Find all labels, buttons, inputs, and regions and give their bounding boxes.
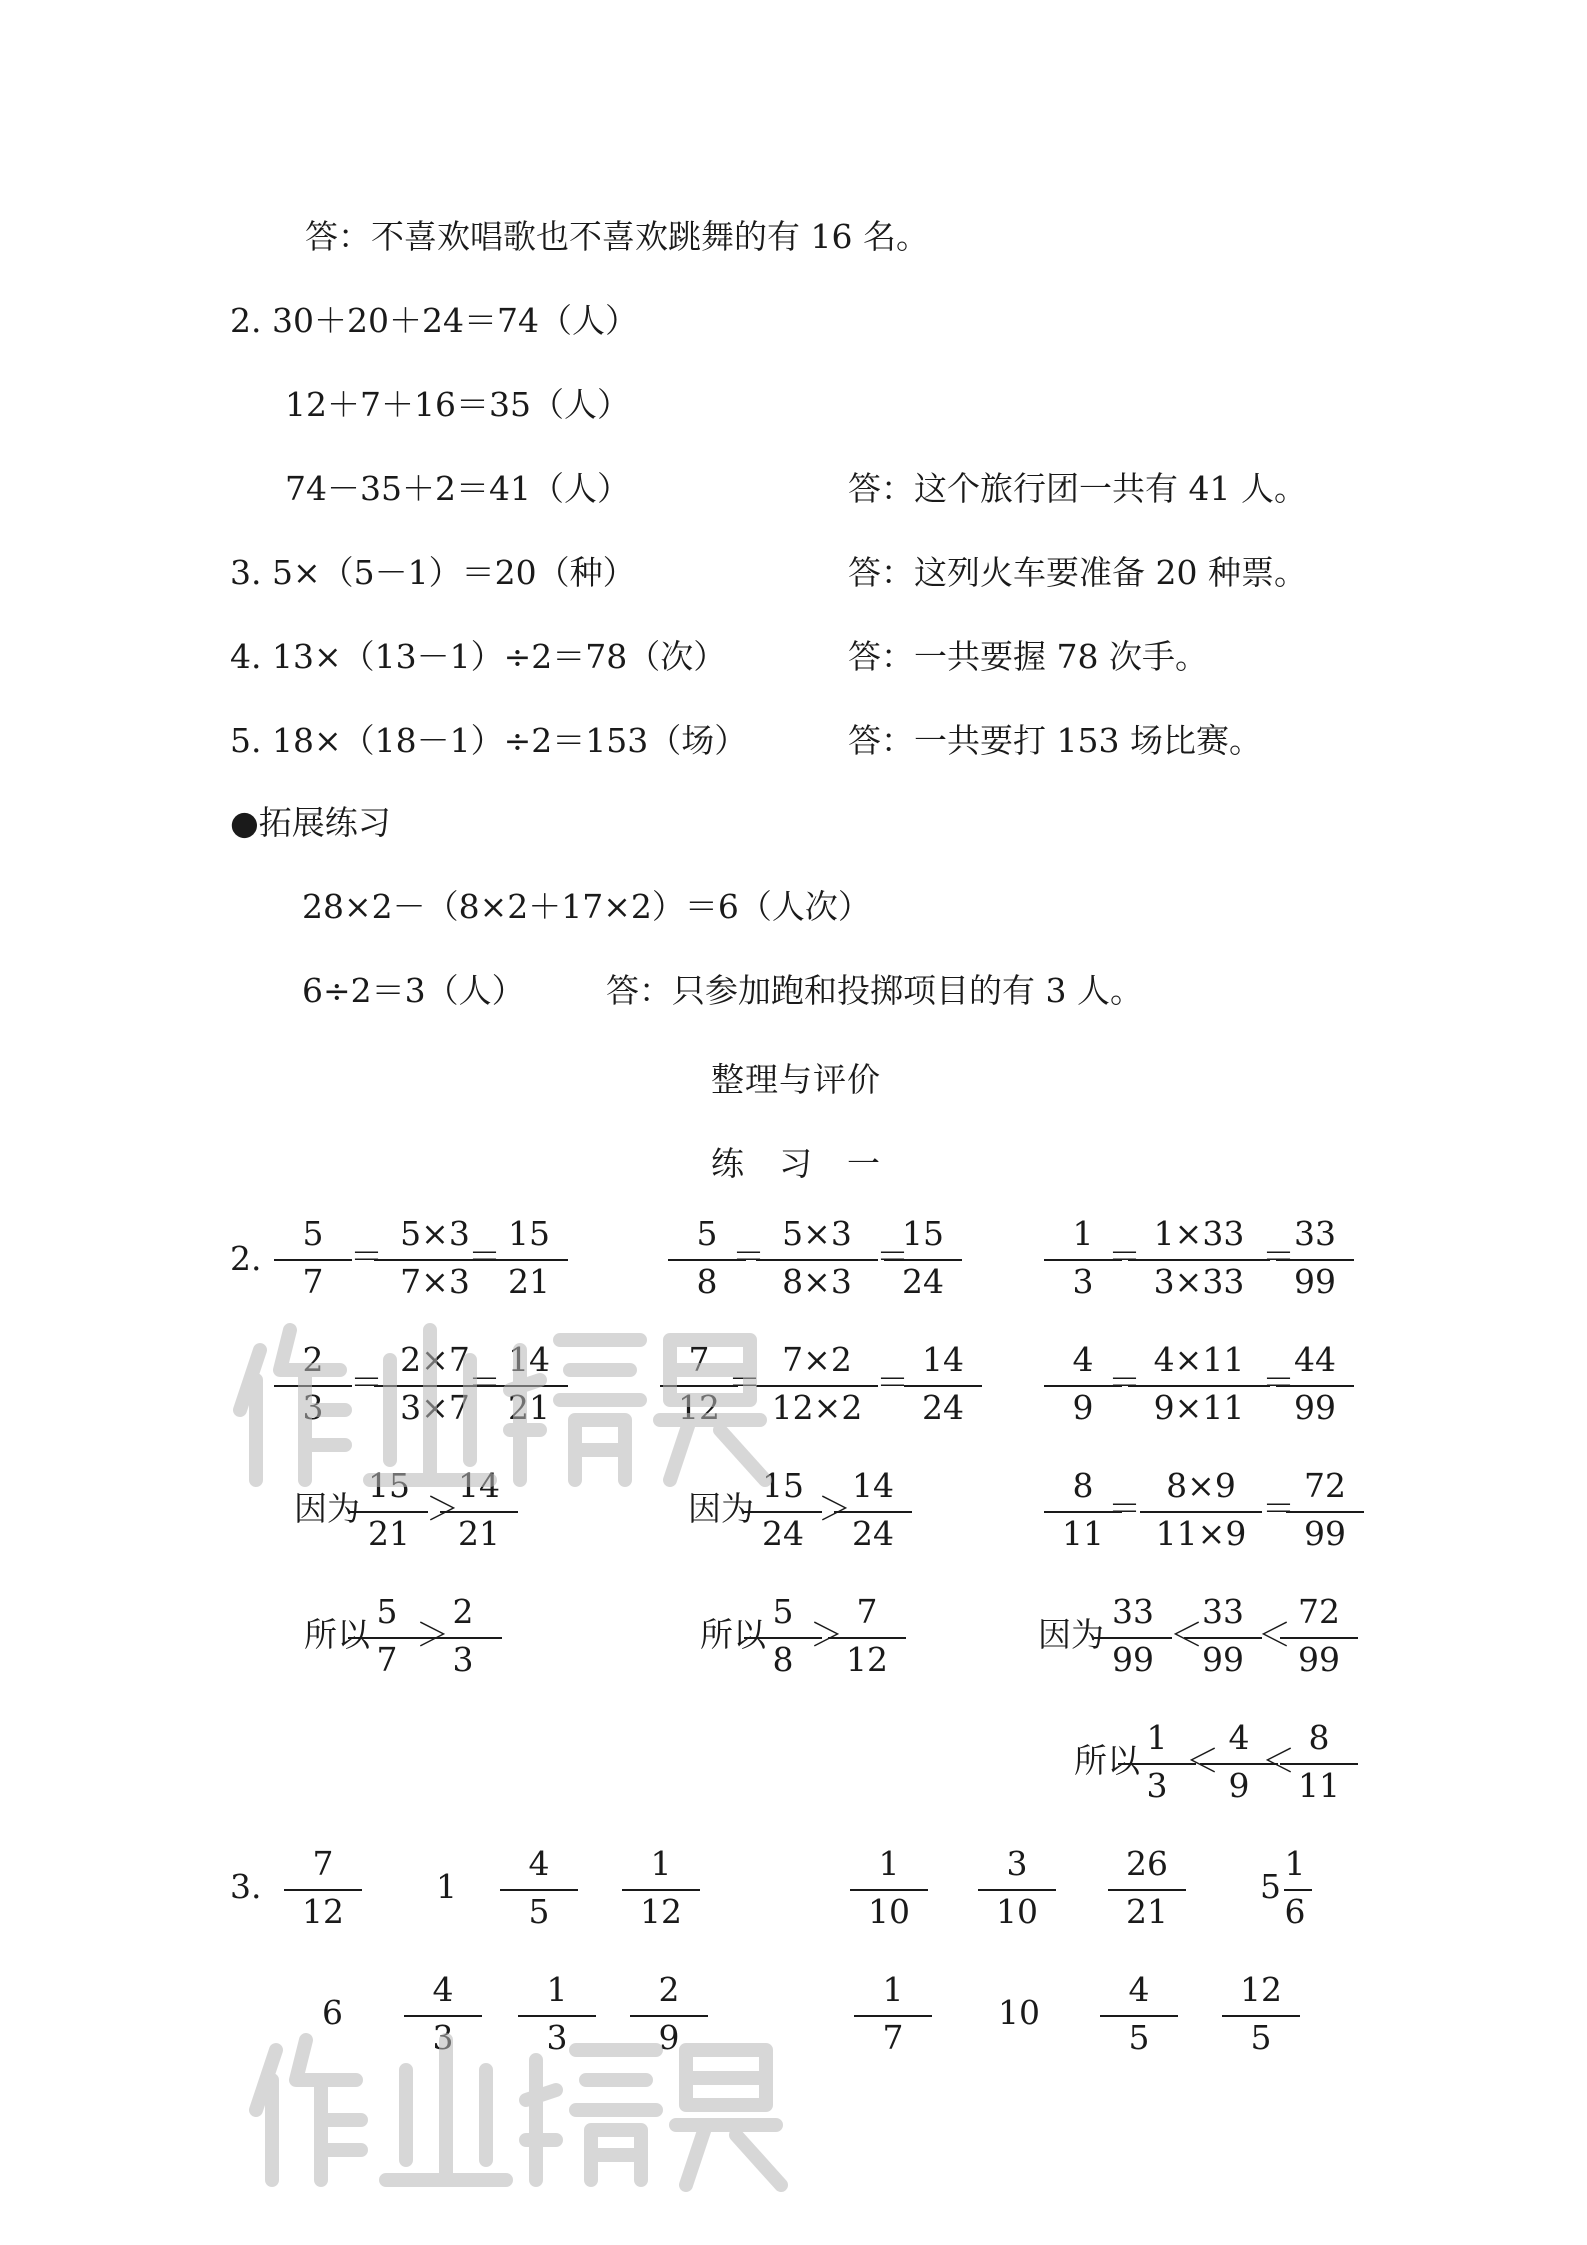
fraction: 15 24 xyxy=(740,1462,826,1558)
q2-line1: 2. 30＋20＋24＝74（人） xyxy=(230,301,638,340)
fraction: 2 3 xyxy=(270,1336,356,1432)
fraction: 26 21 xyxy=(1104,1840,1190,1936)
q2-line3: 74－35＋2＝41（人） xyxy=(285,469,630,508)
whole-number: 1 xyxy=(436,1867,457,1906)
fraction: 15 21 xyxy=(346,1462,432,1558)
answer-previous: 答：不喜欢唱歌也不喜欢跳舞的有 16 名。 xyxy=(305,217,929,256)
greater-than-sign: ＞ xyxy=(810,1615,843,1654)
ex3-label: 3. xyxy=(230,1867,262,1906)
extension-title: ●拓展练习 xyxy=(230,803,391,842)
equals-sign: ＝ xyxy=(732,1237,765,1276)
fraction: 7 12 xyxy=(280,1840,366,1936)
fraction: 1 3 xyxy=(1040,1210,1126,1306)
fraction: 7×2 12×2 xyxy=(752,1336,882,1432)
section-title: 整理与评价 xyxy=(711,1060,881,1099)
fraction: 3 10 xyxy=(974,1840,1060,1936)
greater-than-sign: ＞ xyxy=(818,1489,851,1528)
q3-expression: 3. 5×（5－1）＝20（种） xyxy=(230,553,636,592)
equals-sign: ＝ xyxy=(468,1237,501,1276)
because-label: 因为 xyxy=(688,1489,754,1528)
q3-answer: 答：这列火车要准备 20 种票。 xyxy=(848,553,1307,592)
fraction: 2×7 3×7 xyxy=(370,1336,500,1432)
fraction: 1 12 xyxy=(618,1840,704,1936)
fraction: 15 21 xyxy=(486,1210,572,1306)
ex2-label: 2. xyxy=(230,1239,262,1278)
fraction: 4 9 xyxy=(1196,1714,1282,1810)
fraction: 5 7 xyxy=(344,1588,430,1684)
greater-than-sign: ＞ xyxy=(426,1489,459,1528)
equals-sign: ＝ xyxy=(1262,1489,1295,1528)
fraction: 8×9 11×9 xyxy=(1136,1462,1266,1558)
fraction: 5 8 xyxy=(664,1210,750,1306)
because-label: 因为 xyxy=(1038,1615,1104,1654)
fraction: 15 24 xyxy=(880,1210,966,1306)
q2-answer: 答：这个旅行团一共有 41 人。 xyxy=(848,469,1307,508)
equals-sign: ＝ xyxy=(1108,1489,1141,1528)
extension-line2: 6÷2＝3（人） xyxy=(302,971,525,1010)
fraction: 33 99 xyxy=(1180,1588,1266,1684)
equals-sign: ＝ xyxy=(468,1363,501,1402)
fraction: 4 5 xyxy=(496,1840,582,1936)
extension-line1: 28×2－（8×2＋17×2）＝6（人次） xyxy=(302,887,871,926)
equals-sign: ＝ xyxy=(1108,1237,1141,1276)
mixed-number-whole: 5 xyxy=(1260,1867,1281,1906)
fraction: 33 99 xyxy=(1090,1588,1176,1684)
fraction: 8 11 xyxy=(1276,1714,1362,1810)
equals-sign: ＝ xyxy=(876,1363,909,1402)
fraction: 14 21 xyxy=(486,1336,572,1432)
fraction: 1 3 xyxy=(514,1966,600,2062)
fraction: 72 99 xyxy=(1282,1462,1368,1558)
greater-than-sign: ＞ xyxy=(416,1615,449,1654)
fraction: 33 99 xyxy=(1272,1210,1358,1306)
less-than-sign: ＜ xyxy=(1258,1615,1291,1654)
fraction: 2 9 xyxy=(626,1966,712,2062)
fraction: 14 21 xyxy=(436,1462,522,1558)
fraction: 4 9 xyxy=(1040,1336,1126,1432)
less-than-sign: ＜ xyxy=(1170,1615,1203,1654)
less-than-sign: ＜ xyxy=(1186,1741,1219,1780)
fraction: 2 3 xyxy=(420,1588,506,1684)
fraction: 44 99 xyxy=(1272,1336,1358,1432)
fraction: 4 5 xyxy=(1096,1966,1182,2062)
equals-sign: ＝ xyxy=(728,1363,761,1402)
fraction: 5×3 7×3 xyxy=(370,1210,500,1306)
exercise-title: 练 习 一 xyxy=(711,1144,881,1183)
q4-answer: 答：一共要握 78 次手。 xyxy=(848,637,1208,676)
less-than-sign: ＜ xyxy=(1262,1741,1295,1780)
so-label: 所以 xyxy=(700,1615,766,1654)
fraction: 1×33 3×33 xyxy=(1124,1210,1274,1306)
q5-expression: 5. 18×（18－1）÷2＝153（场） xyxy=(230,721,748,760)
fraction: 12 5 xyxy=(1218,1966,1304,2062)
fraction: 1 3 xyxy=(1114,1714,1200,1810)
q4-expression: 4. 13×（13－1）÷2＝78（次） xyxy=(230,637,727,676)
fraction: 7 12 xyxy=(656,1336,742,1432)
fraction: 5×3 8×3 xyxy=(752,1210,882,1306)
q2-line2: 12＋7＋16＝35（人） xyxy=(285,385,630,424)
fraction: 4×11 9×11 xyxy=(1124,1336,1274,1432)
fraction: 5 7 xyxy=(270,1210,356,1306)
fraction: 1 6 xyxy=(1246,1840,1316,1936)
fraction: 14 24 xyxy=(830,1462,916,1558)
so-label: 所以 xyxy=(304,1615,370,1654)
equals-sign: ＝ xyxy=(876,1237,909,1276)
equals-sign: ＝ xyxy=(1262,1363,1295,1402)
equals-sign: ＝ xyxy=(1108,1363,1141,1402)
equals-sign: ＝ xyxy=(350,1363,383,1402)
whole-number: 6 xyxy=(322,1993,343,2032)
whole-number: 10 xyxy=(998,1993,1040,2032)
because-label: 因为 xyxy=(294,1489,360,1528)
fraction: 1 7 xyxy=(850,1966,936,2062)
fraction: 7 12 xyxy=(824,1588,910,1684)
fraction: 5 8 xyxy=(740,1588,826,1684)
fraction: 72 99 xyxy=(1276,1588,1362,1684)
extension-answer: 答：只参加跑和投掷项目的有 3 人。 xyxy=(606,971,1143,1010)
fraction: 4 3 xyxy=(400,1966,486,2062)
fraction: 14 24 xyxy=(900,1336,986,1432)
fraction: 1 10 xyxy=(846,1840,932,1936)
so-label: 所以 xyxy=(1074,1741,1140,1780)
equals-sign: ＝ xyxy=(350,1237,383,1276)
equals-sign: ＝ xyxy=(1262,1237,1295,1276)
fraction: 8 11 xyxy=(1040,1462,1126,1558)
q5-answer: 答：一共要打 153 场比赛。 xyxy=(848,721,1262,760)
